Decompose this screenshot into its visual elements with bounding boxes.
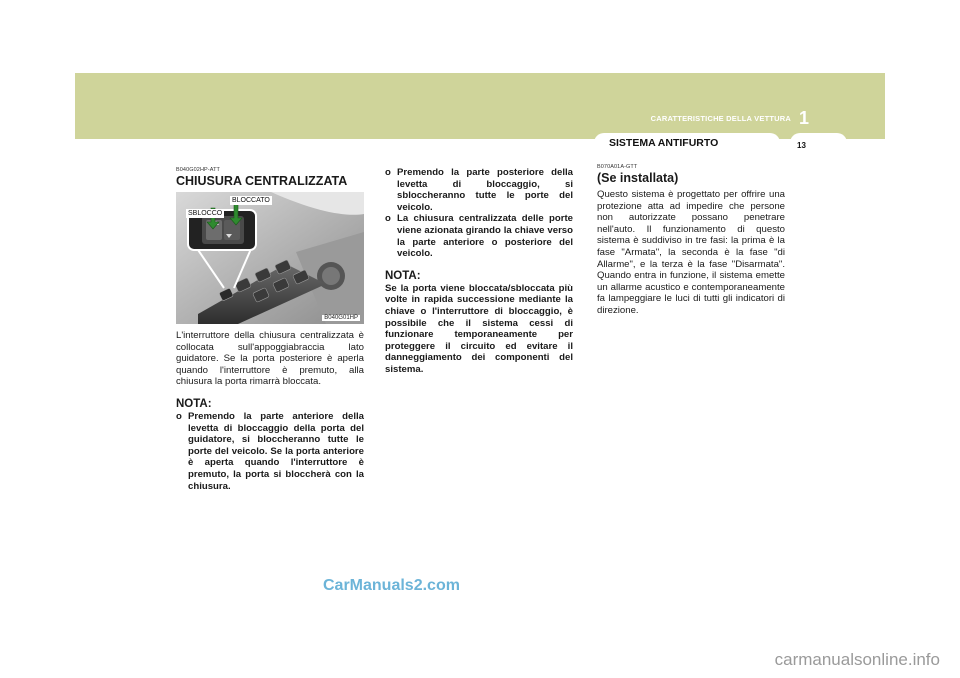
section-code: B070A01A-GTT	[597, 164, 638, 170]
site-watermark: CarManuals2.com	[323, 577, 460, 594]
unlock-label: SBLOCCO	[188, 210, 223, 217]
chapter-number: 1	[799, 108, 810, 128]
list-item	[385, 213, 573, 259]
bullet-mark: o	[385, 213, 391, 225]
bullet-mark: o	[176, 410, 182, 422]
section-code: B040G02HP-ATT	[176, 167, 220, 173]
footer-watermark: carmanualsonline.info	[774, 650, 940, 669]
section-title: SISTEMA ANTIFURTO	[609, 137, 719, 149]
bullet-text: La chiusura centralizzata delle porte viene azionata girando la chiave verso la parte anteriore o posteriore del veicolo.	[397, 213, 573, 260]
nota-title: NOTA:	[176, 397, 212, 410]
bullet-mark: o	[385, 167, 391, 178]
central-locking-paragraph: L'interruttore della chiusura centralizzata è collocata sull'appoggiabraccia lato guidatore. Se la porta posteriore è aperla quando l'interruttore è premuto, alla chiusura la porta rimarrà bloccata.	[176, 330, 364, 388]
chapter-title: CARATTERISTICHE DELLA VETTURA	[650, 114, 791, 123]
header-band	[75, 73, 885, 139]
door-switch-figure	[176, 192, 364, 324]
bullet-text: Premendo la parte posteriore della levetta di bloccaggio, si sbloccheranno tutte le porte del veicolo.	[397, 167, 573, 213]
bullet-text: Premendo la parte anteriore della levetta di bloccaggio della porta del guidatore, si bloccheranno tutte le porte del veicolo. Se la porta anteriore è aperta quando l'interruttore è premuto, la porta si bloccherà con la chiusura.	[188, 410, 364, 492]
list-item	[176, 411, 364, 492]
antitheft-paragraph: Questo sistema è progettato per offrire una protezione atta ad impedire che persone non autorizzate possano penetrare nell'auto. Il funzionamento di questo sistema è suddiviso in tre fasi: la prima è la fase "Armata", la seconda è la fase "di Allarme", e la terza è la fase "Disarmata". Quando entra in funzione, il sistema emette un allarme acustico e contemporaneamente fa lampeggiare le luci di tutti gli indicatori di direzione.	[597, 189, 785, 316]
lock-label: BLOCCATO	[232, 197, 270, 204]
section-heading: CHIUSURA CENTRALIZZATA	[176, 174, 348, 188]
nota-title: NOTA:	[385, 269, 421, 282]
section-heading: (Se installata)	[597, 171, 679, 185]
list-item	[385, 167, 573, 213]
page-number: 13	[797, 141, 806, 150]
figure-code: B040G01HP	[324, 315, 358, 321]
nota-body: Se la porta viene bloccata/sbloccata più volte in rapida successione mediante la chiave o l'interruttore di bloccaggio, è possibile che il sistema cessi di funzionare temporaneamente per proteggere il circuito ed evitare il danneggiamento dei componenti del sistema.	[385, 282, 573, 375]
column-notes	[385, 167, 573, 376]
column-antitheft	[597, 164, 785, 317]
column-central-locking	[176, 167, 364, 492]
